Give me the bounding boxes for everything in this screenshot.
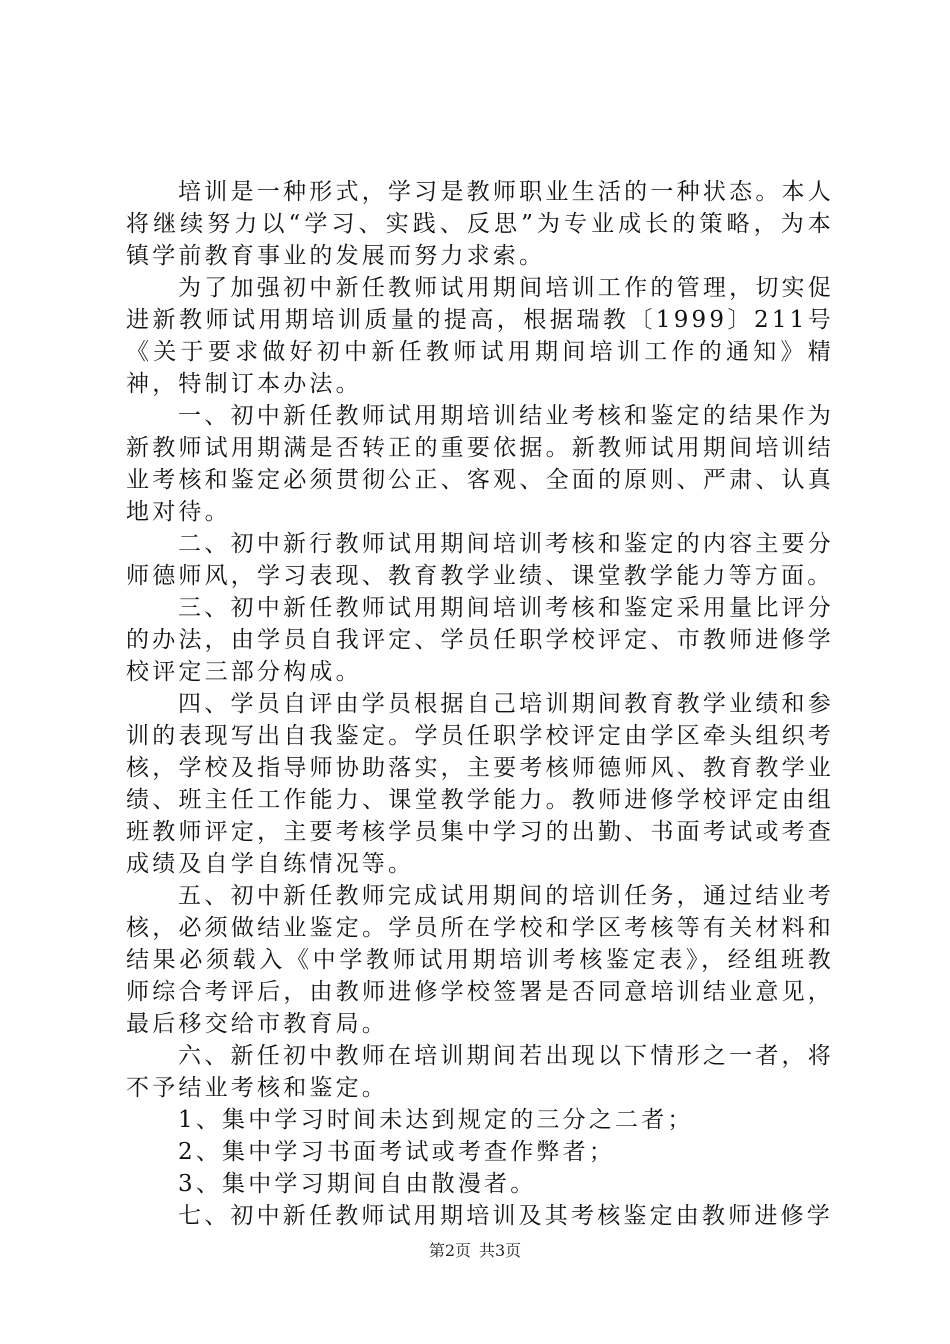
page-number-current: 第2页 [428,1241,471,1260]
paragraph: 四、学员自评由学员根据自己培训期间教育教学业绩和参训的表现写出自我鉴定。学员任职学校评定由学区牵头组织考核，学校及指导师协助落实，主要考核师德师风、教育教学业绩、班主任工作能力、课堂教学能力。教师进修学校评定由组班教师评定，主要考核学员集中学习的出勤、书面考试或考查成绩及自学自练情况等。 [126,691,834,877]
list-item: 2、集中学习书面考试或考查作弊者； [178,1139,616,1165]
paragraph: 六、新任初中教师在培训期间若出现以下情形之一者，将不予结业考核和鉴定。 [126,1043,834,1101]
paragraph: 培训是一种形式，学习是教师职业生活的一种状态。本人将继续努力以“学习、实践、反思”为专业成长的策略，为本镇学前教育事业的发展而努力求索。 [126,179,834,269]
paragraph: 三、初中新任教师试用期间培训考核和鉴定采用量比评分的办法，由学员自我评定、学员任职学校评定、市教师进修学校评定三部分构成。 [126,595,834,685]
list-item: 3、集中学习期间自由散漫者。 [178,1171,537,1197]
list-item: 1、集中学习时间未达到规定的三分之二者； [178,1107,694,1133]
document-body [126,176,834,1232]
paragraph: 二、初中新行教师试用期间培训考核和鉴定的内容主要分师德师风，学习表现、教育教学业绩、课堂教学能力等方面。 [126,531,834,589]
paragraph: 一、初中新任教师试用期培训结业考核和鉴定的结果作为新教师试用期满是否转正的重要依据。新教师试用期间培训结业考核和鉴定必须贯彻公正、客观、全面的原则、严肃、认真地对待。 [126,403,834,525]
paragraph: 为了加强初中新任教师试用期间培训工作的管理，切实促进新教师试用期培训质量的提高，根据瑞教〔1999〕211号《关于要求做好初中新任教师试用期间培训工作的通知》精神，特制订本办法。 [126,275,834,397]
paragraph: 五、初中新任教师完成试用期间的培训任务，通过结业考核，必须做结业鉴定。学员所在学校和学区考核等有关材料和结果必须载入《中学教师试用期培训考核鉴定表》，经组班教师综合考评后，由教师进修学校签署是否同意培训结业意见，最后移交给市教育局。 [126,883,834,1037]
page-number-total: 共3页 [479,1241,522,1260]
page-footer [0,1241,950,1261]
paragraph: 七、初中新任教师试用期培训及其考核鉴定由教师进修学 [178,1203,833,1229]
